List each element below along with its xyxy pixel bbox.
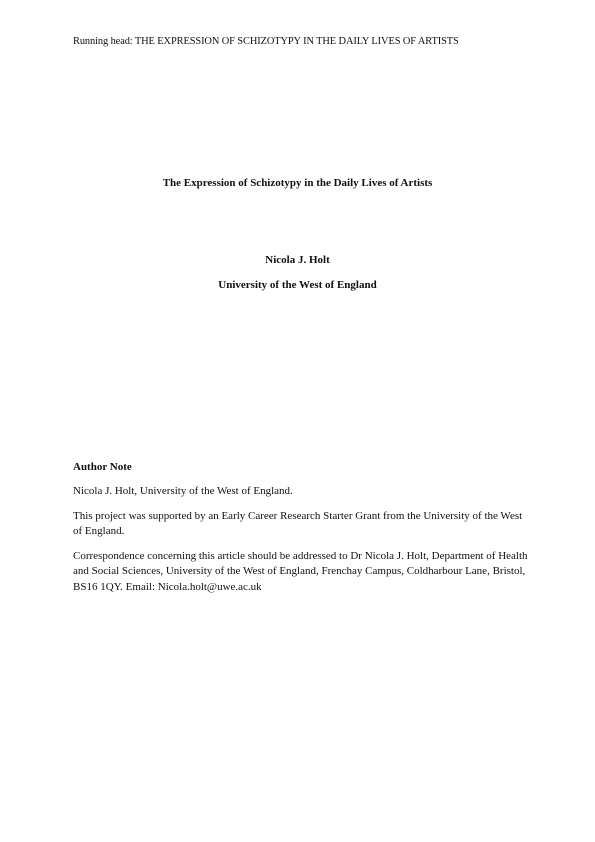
author-note-affiliation-paragraph: Nicola J. Holt, University of the West of England. — [73, 485, 293, 497]
author-name: Nicola J. Holt — [265, 254, 330, 266]
author-affiliation: University of the West of England — [218, 279, 377, 291]
paper-title: The Expression of Schizotypy in the Daily Lives of Artists — [162, 177, 433, 189]
author-note-funding-paragraph: This project was supported by an Early Career Research Starter Grant from the University of the West of England. — [73, 509, 523, 537]
author-note-section — [73, 460, 533, 604]
running-head: Running head: THE EXPRESSION OF SCHIZOTYPY IN THE DAILY LIVES OF ARTISTS — [73, 36, 459, 47]
author-note-correspondence-paragraph: Correspondence concerning this article should be addressed to Dr Nicola J. Holt, Department of Health and Social Sciences, University of the West of England, Frenchay Campus, Coldharbour Lane, Bristol, BS16 1QY. Email: Nicola.holt@uwe.ac.uk — [73, 549, 528, 593]
author-note-heading: Author Note — [73, 461, 132, 473]
